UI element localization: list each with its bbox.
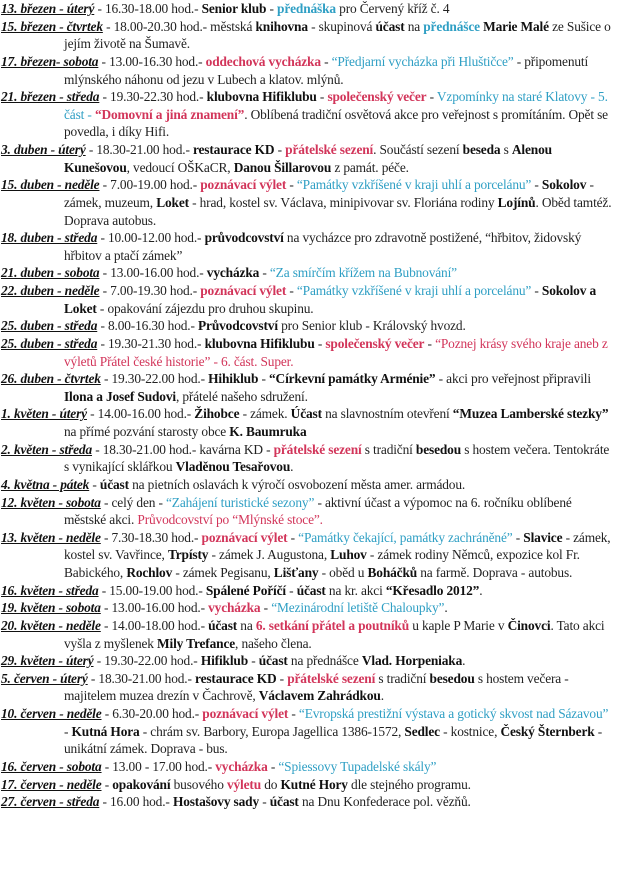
event-text: - 16.30-18.00 hod.- <box>94 1 202 16</box>
event-entry <box>1 18 613 53</box>
event-date: 27. červen - středa <box>1 794 100 810</box>
event-text: dle stejného programu. <box>347 776 471 792</box>
event-text: - zámek J. Augustona, <box>208 547 331 563</box>
event-text: - <box>285 582 297 598</box>
event-keyword: “Církevní památky Arménie” <box>269 371 436 387</box>
event-highlight: poznávací výlet <box>200 177 287 193</box>
event-text: - kostnice, <box>439 723 501 739</box>
event-keyword: Sokolov a Loket <box>64 283 597 316</box>
event-text: - 8.00-16.30 hod.- <box>97 318 199 334</box>
event-text: - 16.00 hod.- <box>99 794 173 810</box>
event-entry <box>1 53 613 88</box>
event-keyword: Hifiklub <box>200 653 248 669</box>
event-text: - 18.30-21.00 hod.- <box>87 670 196 686</box>
event-text: - <box>286 283 297 298</box>
event-keyword: “Křesadlo 2012” <box>385 582 480 598</box>
event-text: - připomenutí mlýnského náhonu od jezu v Lubech a klatov. mlýnů. <box>64 53 589 87</box>
event-text: - <box>424 335 436 351</box>
event-date: 16. červen - sobota <box>1 758 102 774</box>
event-title: “Zahájení turistické sezony” <box>166 494 315 510</box>
event-text: - <box>316 89 328 105</box>
event-keyword: Ilona a Josef Sudovi <box>64 388 176 404</box>
event-date: 22. duben - neděle <box>1 283 100 298</box>
event-entry <box>1 405 613 440</box>
event-keyword: Alenou Kunešovou <box>64 142 552 175</box>
event-keyword: beseda <box>462 142 501 157</box>
event-text: - <box>287 529 299 545</box>
event-keyword: Sedlec <box>404 723 440 739</box>
event-keyword: Mily Trefance <box>157 635 236 651</box>
event-date: 29. květen - úterý <box>1 653 94 669</box>
event-keyword: Loket <box>156 194 189 210</box>
event-text: - <box>266 1 278 16</box>
event-date: 13. květen - neděle <box>1 529 101 545</box>
event-keyword: Český Šternberk <box>500 723 595 739</box>
event-text: . <box>462 653 466 669</box>
event-text: pro Senior klub - Královský hvozd. <box>277 318 466 334</box>
event-entry <box>1 776 613 794</box>
event-date: 13. březen - úterý <box>1 1 95 16</box>
event-keyword: Slavice <box>523 529 563 545</box>
event-title: “Památky čekající, památky zachráněné” <box>298 529 513 545</box>
event-keyword: Kutné Hory <box>280 776 348 792</box>
event-text: - <box>259 265 270 281</box>
event-highlight: “Domovní a jiná znamení” <box>94 106 245 122</box>
event-date: 16. květen - středa <box>1 582 99 598</box>
event-date: 20. květen - neděle <box>1 617 101 633</box>
event-text: - chrám sv. Barbory, Europa Jagellica 1386-1572, <box>139 723 405 739</box>
event-keyword: vycházka <box>206 265 260 281</box>
event-date: 18. duben - středa <box>1 230 98 246</box>
event-text: z památ. péče. <box>331 159 409 175</box>
event-keyword: knihovna <box>255 18 308 34</box>
event-entry <box>1 335 613 370</box>
event-text: . Tato akci vyšla z myšlenek <box>64 617 605 651</box>
event-text: , našeho člena. <box>235 635 312 651</box>
event-entry <box>1 370 613 405</box>
event-text: - <box>101 776 113 792</box>
event-entry <box>1 317 613 335</box>
event-keyword: Průvodcovství <box>198 318 278 334</box>
event-keyword: K. Baumruka <box>229 424 307 439</box>
event-entry <box>1 441 613 476</box>
event-entry <box>1 476 613 494</box>
event-entry <box>1 652 613 670</box>
event-date: 21. březen - středa <box>1 89 100 105</box>
event-text: - <box>286 177 297 193</box>
event-keyword: Danou Šillarovou <box>233 159 332 175</box>
event-text: - zámek. <box>239 406 291 422</box>
event-keyword: Vladěnou Tesařovou <box>175 459 291 475</box>
event-text: - <box>267 758 279 774</box>
event-keyword: účast <box>296 582 326 598</box>
event-keyword: Spálené Poříčí <box>205 582 286 598</box>
event-keyword: Lišťany <box>273 565 319 580</box>
event-text: - 10.00-12.00 hod.- <box>97 230 205 246</box>
event-text: - 18.00-20.30 hod.- městská <box>102 18 256 34</box>
event-text: s hostem večera. Tentokráte s vynikající sklářkou <box>64 441 610 475</box>
event-text: - zámek Pegisanu, <box>172 565 274 580</box>
event-text: na přímé pozvání starosty obce <box>64 424 230 439</box>
event-keyword: besedou <box>415 441 462 457</box>
event-entry <box>1 793 613 811</box>
event-text: - 18.30-21.00 hod.- <box>85 142 193 157</box>
event-highlight: vycházka <box>208 600 261 616</box>
event-text: . <box>380 688 384 704</box>
event-text: na pietních oslavách k výročí osvobození města amer. armádou. <box>128 476 466 492</box>
event-entry <box>1 282 613 317</box>
event-highlight: poznávací výlet <box>202 706 289 721</box>
event-text: - <box>64 723 72 739</box>
event-text: . Oběd tamtéž. Doprava autobus. <box>64 194 612 228</box>
event-text: - 7.00-19.00 hod.- <box>99 177 201 193</box>
event-text: . Oblíbená tradiční osvětová akce pro veřejnost s promítáním. Opět se povedla, i díky Hifi. <box>64 106 608 140</box>
event-keyword: Senior klub <box>201 1 267 16</box>
event-text: - 19.30-22.30 hod.- <box>99 89 207 105</box>
event-text: na farmě. Doprava - autobus. <box>417 565 573 580</box>
event-text: . <box>444 600 448 616</box>
event-keyword: Činovci <box>507 617 551 633</box>
event-keyword: účast <box>269 794 299 810</box>
event-highlight: společenský večer <box>325 335 425 351</box>
event-text: busového <box>170 776 227 792</box>
event-text: - <box>89 476 100 492</box>
event-keyword: besedou <box>429 670 475 686</box>
event-text: - zámek, kostel sv. Vavřince, <box>64 529 611 563</box>
event-text: - 19.30-22.00 hod.- <box>100 371 209 387</box>
event-keyword: klubovna Hifiklubu <box>206 89 317 105</box>
event-date: 26. duben - čtvrtek <box>1 371 101 387</box>
event-highlight: poznávací výlet <box>201 529 288 545</box>
event-keyword: Kutná Hora <box>71 723 140 739</box>
event-keyword: opakování <box>112 776 171 792</box>
event-text: - unikátní zámek. Doprava - bus. <box>64 723 603 757</box>
event-text: - skupinová <box>307 18 376 34</box>
event-text: - <box>248 653 259 669</box>
event-text: - <box>276 670 288 686</box>
event-date: 17. červen - neděle <box>1 776 102 792</box>
event-text: - 19.30-21.30 hod.- <box>97 335 205 351</box>
event-text: - <box>274 142 286 157</box>
event-entry <box>1 229 613 264</box>
event-text: - opakování zájezdu pro druhou skupinu. <box>96 300 314 316</box>
event-text: na slavnostním otevření <box>321 406 453 422</box>
event-keyword: účast <box>99 476 129 492</box>
event-text: - 13.00-16.00 hod.- <box>99 265 207 281</box>
event-entry <box>1 529 613 582</box>
event-date: 15. březen - čtvrtek <box>1 18 103 34</box>
event-text: - aktivní účast a výpomoc na 6. ročníku oblíbené městské akci. <box>64 494 572 528</box>
event-title: “Památky vzkříšené v kraji uhlí a porcelánu” <box>296 283 532 298</box>
event-text: - <box>531 283 542 298</box>
event-entry <box>1 141 613 176</box>
event-date: 3. duben - úterý <box>1 142 86 157</box>
event-title: “Evropská prestižní výstava a gotický skvost nad Sázavou” <box>298 706 609 721</box>
event-keyword: účast <box>208 617 238 633</box>
event-text: - celý den - <box>100 494 166 510</box>
event-text: - zámek rodiny Němců, expozice kol Fr. Babického, <box>64 547 580 580</box>
event-entry <box>1 705 613 758</box>
event-date: 21. duben - sobota <box>1 265 100 281</box>
event-keyword: Lojínů <box>497 194 536 210</box>
event-entry <box>1 494 613 529</box>
event-text: . <box>290 459 294 475</box>
event-date: 4. května - pátek <box>1 476 90 492</box>
event-text: - 13.00 - 17.00 hod.- <box>101 758 216 774</box>
event-text: - 13.00-16.00 hod.- <box>100 600 209 616</box>
event-keyword: klubovna Hifiklubu <box>204 335 315 351</box>
event-text: pro Červený kříž č. 4 <box>335 1 450 16</box>
event-text: - zámek, muzeum, <box>64 177 594 210</box>
event-entry <box>1 599 613 617</box>
event-text: na <box>404 18 424 34</box>
event-text: , přátelé našeho sdružení. <box>175 388 308 404</box>
event-date: 15. duben - neděle <box>1 177 100 193</box>
event-text: - 13.00-16.30 hod.- <box>98 53 206 69</box>
event-text: - hrad, kostel sv. Václava, minipivovar sv. Floriána rodiny <box>188 194 498 210</box>
event-text: - <box>314 335 326 351</box>
event-keyword: Boháčků <box>367 565 418 580</box>
event-date: 2. květen - středa <box>1 441 93 457</box>
event-highlight: oddechová vycházka <box>205 53 321 69</box>
event-keyword: Žihobce <box>194 406 240 422</box>
event-entry <box>1 176 613 229</box>
event-highlight: přátelské sezení <box>287 670 376 686</box>
event-keyword: Marie Malé <box>483 18 549 34</box>
event-date: 12. květen - sobota <box>1 494 101 510</box>
event-text: na vycházce pro zdravotně postižené, “hřbitov, židovský hřbitov a ptačí zámek” <box>64 230 582 263</box>
event-keyword: restaurace KD <box>192 142 275 157</box>
event-keyword: Luhov <box>330 547 367 563</box>
event-text: ze Sušice o jejím životě na Šumavě. <box>64 18 611 52</box>
event-text: - akci pro veřejnost připravili <box>435 371 591 387</box>
event-text: - <box>531 177 542 193</box>
event-title: “Spiessovy Tupadelské skály” <box>278 758 437 774</box>
event-text: , vedoucí OŠKaCR, <box>126 159 234 175</box>
event-date: 17. březen- sobota <box>1 53 99 69</box>
event-text: s tradiční <box>361 441 416 457</box>
event-text: - oběd u <box>318 565 368 580</box>
event-text: do <box>261 776 281 792</box>
event-date: 25. duben - středa <box>1 335 98 351</box>
event-text: . <box>479 582 483 598</box>
event-text: - <box>320 53 332 69</box>
event-text: - 18.30-21.00 hod.- kavárna KD - <box>92 441 274 457</box>
event-entry <box>1 582 613 600</box>
event-text: na <box>237 617 256 633</box>
event-text: s tradiční <box>375 670 430 686</box>
event-text: - 19.30-22.00 hod.- <box>93 653 201 669</box>
event-highlight: přátelské sezení <box>285 142 374 157</box>
event-highlight: poznávací výlet <box>200 283 287 298</box>
event-text: - <box>288 706 299 721</box>
event-text: - 7.30-18.30 hod.- <box>100 529 202 545</box>
event-keyword: Vlad. Horpeniaka <box>361 653 463 669</box>
event-title: “Za smírčím křížem na Bubnování” <box>269 265 457 281</box>
event-entry <box>1 88 613 141</box>
event-text: - 15.00-19.00 hod.- <box>98 582 206 598</box>
event-date: 25. duben - středa <box>1 318 98 334</box>
event-text: - <box>259 794 270 810</box>
event-title: “Památky vzkříšené v kraji uhlí a porcelánu” <box>296 177 532 193</box>
event-text: s hostem večera - majitelem muzea drezín v Čachrově, <box>64 670 569 704</box>
event-keyword: Hihiklub <box>208 371 259 387</box>
event-highlight: Průvodcovství po “Mlýnské stoce”. <box>137 512 323 528</box>
event-entry <box>1 264 613 282</box>
event-title: přednášce <box>423 18 480 34</box>
event-entry <box>1 670 613 705</box>
event-keyword: Hostašovy sady <box>172 794 260 810</box>
event-keyword: účast <box>375 18 405 34</box>
event-text: - <box>512 529 524 545</box>
event-keyword: Rochlov <box>126 565 173 580</box>
event-keyword: průvodcovství <box>204 230 284 246</box>
event-text: na kr. akci <box>325 582 386 598</box>
event-keyword: účast <box>258 653 288 669</box>
event-highlight: 6. setkání přátel a poutníků <box>255 617 410 633</box>
event-highlight: vycházka <box>215 758 268 774</box>
event-date: 19. květen - sobota <box>1 600 101 616</box>
event-title: přednáška <box>277 1 336 16</box>
event-text: u kaple P Marie v <box>409 617 508 633</box>
event-text: na Dnu Konfederace pol. vězňů. <box>298 794 471 810</box>
event-highlight: “Poznej krásy svého kraje aneb z výletů Přátel české historie” - 6. část. Super. <box>64 335 608 369</box>
event-date: 1. květen - úterý <box>1 406 87 422</box>
event-highlight: výletu <box>226 776 262 792</box>
event-entry <box>1 0 613 18</box>
event-text: - 14.00-16.00 hod.- <box>86 406 195 422</box>
event-title: “Mezinárodní letiště Chaloupky” <box>271 600 445 616</box>
event-highlight: přátelské sezení <box>273 441 362 457</box>
event-keyword: restaurace KD <box>195 670 277 686</box>
event-entry <box>1 617 613 652</box>
event-entry <box>1 758 613 776</box>
event-keyword: “Muzea Lamberské stezky” <box>452 406 609 422</box>
event-text: - <box>258 371 269 387</box>
event-text: - 14.00-18.00 hod.- <box>100 617 209 633</box>
event-keyword: Václavem Zahrádkou <box>258 688 381 704</box>
event-title: “Předjarní vycházka při Hluštičce” <box>331 53 514 69</box>
event-text: na přednášce <box>287 653 362 669</box>
event-title: Vzpomínky na staré Klatovy - 5. část - <box>64 89 608 122</box>
event-date: 10. červen - neděle <box>1 706 102 721</box>
event-text: - <box>260 600 272 616</box>
event-keyword: Účast <box>290 406 322 422</box>
event-text: . Součástí sezení <box>373 142 463 157</box>
event-text: - 7.00-19.30 hod.- <box>99 283 201 298</box>
event-keyword: Sokolov <box>541 177 587 193</box>
event-highlight: společenský večer <box>327 89 427 105</box>
event-date: 5. červen - úterý <box>1 670 88 686</box>
event-text: - <box>426 89 437 105</box>
event-text: - 6.30-20.00 hod.- <box>101 706 203 721</box>
event-text: s <box>500 142 512 157</box>
event-keyword: Trpísty <box>167 547 209 563</box>
